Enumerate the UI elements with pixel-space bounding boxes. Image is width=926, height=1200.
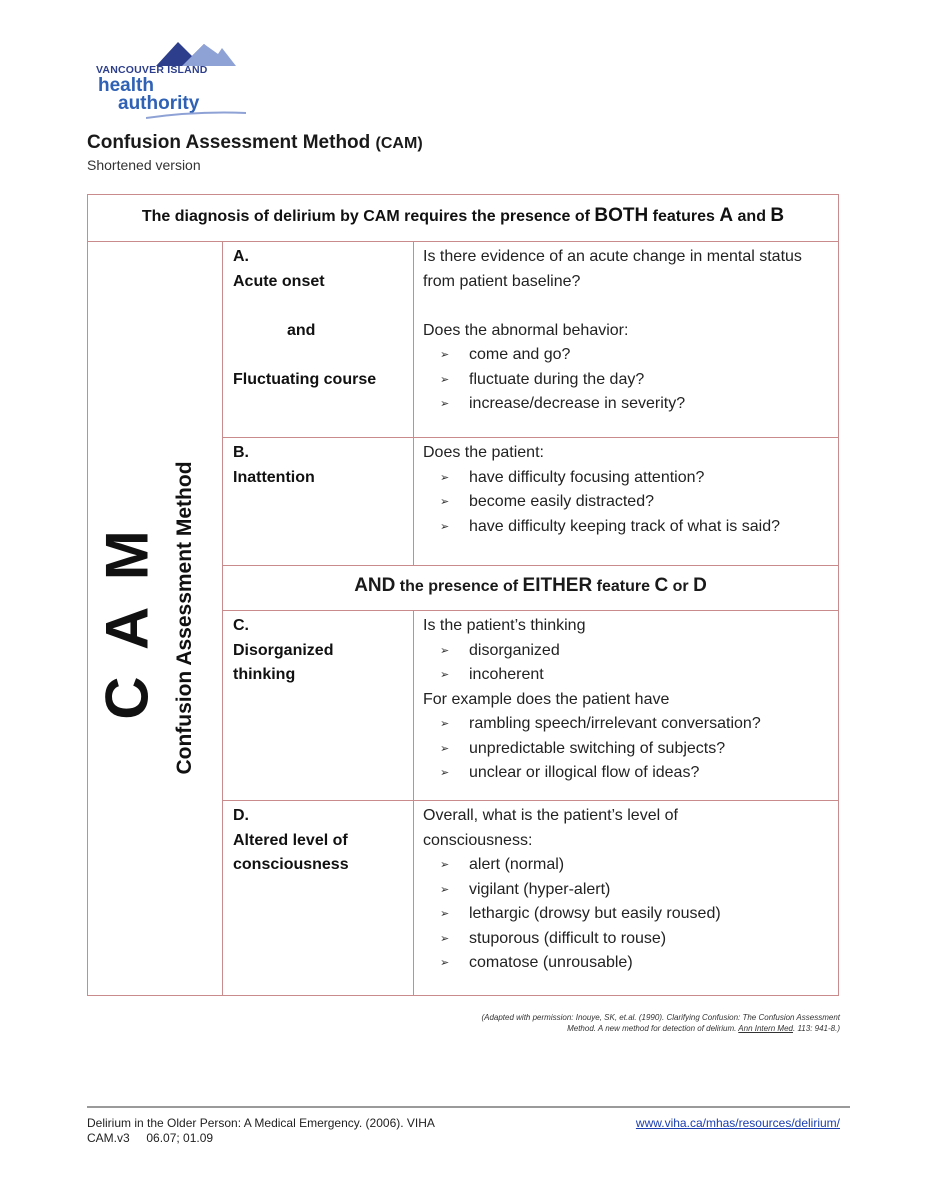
list-item (423, 737, 835, 762)
list-item (423, 343, 835, 368)
header-banner-a: A (719, 205, 734, 226)
list-item-text: alert (normal) (469, 856, 565, 873)
arrow-bullet-icon: ➢ (440, 957, 450, 969)
header-banner-text-2: features (648, 208, 720, 225)
list-item-text: rambling speech/irrelevant conversation? (469, 715, 761, 732)
list-item (423, 902, 835, 927)
citation-line-1: (Adapted with permission: Inouye, SK, et.al. (1990). Clarifying Confusion: The Confusion Assessment (481, 1013, 840, 1022)
list-item (423, 639, 835, 664)
list-item (423, 490, 835, 515)
feature-name-2: Fluctuating course (233, 370, 377, 388)
footer-line-1: Delirium in the Older Person: A Medical Emergency. (2006). VIHA (87, 1116, 435, 1130)
grid-line (222, 800, 839, 801)
grid-line (222, 437, 839, 438)
arrow-bullet-icon: ➢ (440, 349, 450, 361)
feature-name: Acute onset (233, 272, 325, 290)
list-item (423, 466, 835, 491)
list-item-text: comatose (unrousable) (469, 954, 633, 971)
grid-line (222, 610, 839, 611)
feature-a-bullet-list (423, 343, 835, 417)
feature-c-bullet-list (423, 639, 835, 688)
arrow-bullet-icon: ➢ (440, 398, 450, 410)
list-item (423, 853, 835, 878)
citation-line-2 (300, 1023, 840, 1034)
side-label-cam: C A M (93, 524, 161, 720)
list-item-text: increase/decrease in severity? (469, 395, 686, 412)
footer-divider (87, 1106, 850, 1108)
mid-banner-or: or (668, 578, 694, 595)
header-banner-both: BOTH (594, 205, 649, 226)
feature-b-label (233, 441, 408, 490)
header-banner-and: and (733, 208, 771, 225)
feature-question: Is the patient’s thinking (423, 617, 586, 634)
feature-name-2: thinking (233, 666, 296, 683)
mid-banner (222, 575, 839, 597)
list-item (423, 663, 835, 688)
list-item-text: fluctuate during the day? (469, 370, 645, 388)
list-item (423, 951, 835, 976)
mid-banner-and: AND (354, 575, 396, 596)
arrow-bullet-icon: ➢ (440, 908, 450, 920)
list-item (423, 392, 835, 417)
header-banner (87, 205, 839, 227)
list-item-text: disorganized (469, 641, 560, 659)
feature-question: Overall, what is the patient’s level of consciousness: (423, 807, 678, 849)
feature-letter: C. (233, 617, 249, 634)
header-banner-b: B (770, 205, 785, 226)
feature-name: Inattention (233, 468, 315, 486)
feature-a-label (233, 245, 408, 392)
arrow-bullet-icon: ➢ (440, 767, 450, 779)
arrow-bullet-icon: ➢ (440, 932, 450, 945)
grid-line (413, 610, 414, 996)
list-item-text: have difficulty focusing attention? (469, 468, 705, 486)
list-item-text: incoherent (469, 666, 544, 683)
list-item-text: unclear or illogical flow of ideas? (469, 764, 700, 781)
footer-line-2: CAM.v3 06.07; 01.09 (87, 1131, 214, 1145)
feature-and: and (287, 321, 316, 339)
list-item (423, 878, 835, 903)
page-title-abbr: (CAM) (375, 135, 423, 152)
list-item-text: become easily distracted? (469, 493, 654, 510)
feature-question-2: Does the abnormal behavior: (423, 321, 629, 339)
list-item-text: vigilant (hyper-alert) (469, 880, 611, 898)
feature-question: Does the patient: (423, 444, 544, 461)
mid-banner-text: the presence of (395, 578, 523, 595)
page-title (87, 132, 423, 154)
mountain-logo-icon (156, 38, 236, 66)
citation (300, 1012, 840, 1034)
grid-line (222, 565, 839, 566)
feature-c-description (423, 614, 835, 786)
arrow-bullet-icon: ➢ (440, 471, 450, 484)
logo-swoosh-icon (146, 111, 246, 119)
feature-b-bullet-list (423, 466, 835, 540)
feature-b-description (423, 441, 835, 539)
list-item-text: unpredictable switching of subjects? (469, 739, 726, 757)
arrow-bullet-icon: ➢ (440, 520, 450, 533)
list-item (423, 368, 835, 393)
arrow-bullet-icon: ➢ (440, 496, 450, 508)
feature-question: Is there evidence of an acute change in mental status from patient baseline? (423, 248, 802, 290)
list-item-text: have difficulty keeping track of what is said? (469, 517, 780, 535)
list-item-text: lethargic (drowsy but easily roused) (469, 905, 721, 922)
list-item (423, 761, 835, 786)
citation-journal: Ann Intern Med (738, 1024, 793, 1033)
vancouver-island-health-authority-logo (96, 38, 246, 116)
feature-letter: B. (233, 444, 249, 461)
logo-line-1: VANCOUVER ISLAND (96, 64, 208, 76)
feature-letter: D. (233, 807, 249, 824)
feature-c-label (233, 614, 408, 688)
citation-text-2: . 113: 941-8.) (793, 1024, 840, 1033)
page-title-text: Confusion Assessment Method (87, 132, 371, 153)
feature-name-2: consciousness (233, 856, 349, 873)
feature-d-label (233, 804, 408, 878)
list-item-text: stuporous (difficult to rouse) (469, 929, 667, 947)
mid-banner-d: D (693, 575, 707, 596)
list-item (423, 927, 835, 952)
feature-a-description (423, 245, 835, 417)
footer-source (87, 1116, 435, 1146)
feature-d-description (423, 804, 835, 976)
mid-banner-c: C (654, 575, 669, 596)
arrow-bullet-icon: ➢ (440, 859, 450, 871)
feature-question-2: For example does the patient have (423, 690, 670, 708)
arrow-bullet-icon: ➢ (440, 718, 450, 730)
feature-name: Disorganized (233, 641, 334, 659)
list-item (423, 712, 835, 737)
arrow-bullet-icon: ➢ (440, 742, 450, 755)
arrow-bullet-icon: ➢ (440, 883, 450, 896)
footer-link[interactable]: www.viha.ca/mhas/resources/delirium/ (635, 1116, 840, 1130)
mid-banner-either: EITHER (522, 575, 593, 596)
arrow-bullet-icon: ➢ (440, 669, 450, 681)
side-label-full: Confusion Assessment Method (173, 461, 196, 775)
list-item-text: come and go? (469, 346, 571, 363)
page-subtitle: Shortened version (87, 157, 201, 173)
logo-line-3: authority (118, 93, 200, 114)
arrow-bullet-icon: ➢ (440, 373, 450, 386)
list-item (423, 515, 835, 540)
mid-banner-text-2: feature (592, 578, 655, 595)
citation-text: Method. A new method for detection of delirium. (567, 1024, 739, 1033)
grid-line (413, 241, 414, 566)
feature-letter: A. (233, 248, 249, 265)
arrow-bullet-icon: ➢ (440, 644, 450, 657)
logo-line-2: health (98, 75, 154, 96)
feature-name: Altered level of (233, 831, 348, 849)
feature-d-bullet-list (423, 853, 835, 976)
side-label (87, 242, 223, 996)
feature-c-bullet-list-2 (423, 712, 835, 786)
header-banner-text: The diagnosis of delirium by CAM requires the presence of (141, 208, 595, 225)
